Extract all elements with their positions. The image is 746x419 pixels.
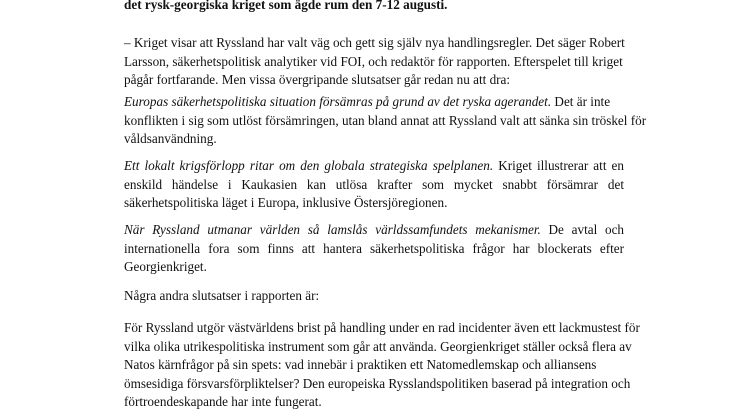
text-line: – Kriget visar att Ryssland har valt väg och gett sig själv nya handlingsregler. Det säger Robert [124,35,625,50]
paragraph-intro-quote [124,34,624,90]
text-line [124,157,624,176]
text-line: Några andra slutsatser i rapporten är: [124,288,320,303]
text-line: enskild händelse i Kaukasien kan utlösa krafter som mycket snabbt försämrar det [124,176,624,192]
heading-fragment [124,0,624,15]
text-line [124,93,624,112]
text-line: Larsson, säkerhetspolitisk analytiker vid FOI, och redaktör för rapporten. Efterspelet till kriget [124,53,623,69]
paragraph-other-conclusions [124,287,624,306]
paragraph-analysis [124,319,640,412]
heading-line: det rysk-georgiska kriget som ägde rum den 7-12 augusti. [124,0,448,12]
text-line: säkerhetspolitiska läget i Europa, inklusive Östersjöregionen. [124,195,448,211]
paragraph-conclusion-3 [124,221,624,277]
paragraph-conclusion-2 [124,157,624,213]
text-line: För Ryssland utgör västvärldens brist på handling under en rad incidenter även ett lackmustest för [124,320,640,335]
line-rest: De avtal och [540,222,625,237]
text-line: internationella fora som finns att hantera säkerhetspolitiska frågor har blockerats efter [124,240,624,256]
line-rest: Det är inte [551,94,611,109]
text-line: konflikten i sig som utlöst försämringen, utan bland annat att Ryssland valt att sänka sin tröskel för [124,112,647,128]
italic-lead: När Ryssland utmanar världen så lamslås världssamfundets mekanismer. [124,222,541,237]
text-line: Georgienkriget. [124,259,207,275]
text-line: pågår fortfarande. Men vissa övergripande slutsatser går redan nu att dra: [124,72,511,88]
text-line: Natos kärnfrågor på sin spets: vad innebär i praktiken ett Natomedlemskap och alliansens [124,357,597,373]
text-line: våldsanvändning. [124,131,217,147]
italic-lead: Europas säkerhetspolitiska situation försämras på grund av det ryska agerandet. [124,94,552,109]
text-line: förtroendeskapande har inte fungerat. [124,394,322,410]
paragraph-conclusion-1 [124,93,647,149]
text-line: vilka olika utrikespolitiska instrument som går att använda. Georgienkriget ställer också flera av [124,338,632,354]
italic-lead: Ett lokalt krigsförlopp ritar om den globala strategiska spelplanen. [124,158,494,173]
line-rest: Kriget illustrerar att en [493,158,624,173]
text-line: ömsesidiga försvarsförpliktelser? Den europeiska Rysslandspolitiken baserad på integration och [124,375,631,391]
text-line [124,221,624,240]
